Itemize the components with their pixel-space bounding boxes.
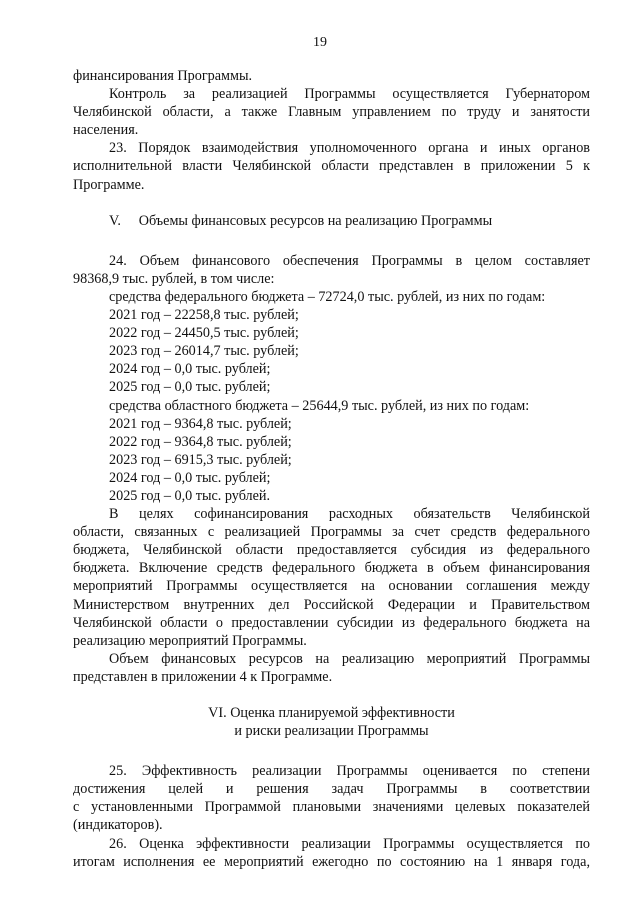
text-line: средства федерального бюджета – 72724,0 тыс. рублей, из них по годам: xyxy=(109,288,546,305)
list-item: 2025 год – 0,0 тыс. рублей. xyxy=(109,487,271,504)
text-line: Министерством внутренних дел Российской Федерации и Правительством xyxy=(73,596,590,613)
text-line: 25. Эффективность реализации Программы оценивается по степени xyxy=(109,763,590,780)
list-item: 2021 год – 9364,8 тыс. рублей; xyxy=(109,415,292,432)
text-line: Контроль за реализацией Программы осуществляется Губернатором xyxy=(109,86,590,103)
list-item: 2024 год – 0,0 тыс. рублей; xyxy=(109,361,271,378)
list-item: 2023 год – 6915,3 тыс. рублей; xyxy=(109,451,292,468)
text-line: 23. Порядок взаимодействия уполномоченного органа и иных органов xyxy=(109,140,590,157)
text-line: мероприятий Программы осуществляется на основании соглашения между xyxy=(73,578,590,595)
list-item: 2021 год – 22258,8 тыс. рублей; xyxy=(109,307,299,324)
text-line: 24. Объем финансового обеспечения Программы в целом составляет xyxy=(109,252,590,269)
text-line: Челябинской области о предоставлении субсидии из федерального бюджета на xyxy=(73,614,590,631)
text-line: исполнительной власти Челябинской области представлен в приложении 5 к xyxy=(73,158,590,175)
list-item: 2025 год – 0,0 тыс. рублей; xyxy=(109,379,271,396)
list-item: 2022 год – 9364,8 тыс. рублей; xyxy=(109,433,292,450)
text-line: 26. Оценка эффективности реализации Программы осуществляется по xyxy=(109,835,590,852)
text-line: с установленными Программой плановыми значениями целевых показателей xyxy=(73,799,590,816)
text-line: финансирования Программы. xyxy=(73,68,253,84)
text-line: бюджета, Челябинской области предоставляется субсидия из федерального xyxy=(73,542,590,559)
list-item: 2023 год – 26014,7 тыс. рублей; xyxy=(109,343,299,360)
section-heading: и риски реализации Программы xyxy=(234,723,429,740)
text-line: реализацию мероприятий Программы. xyxy=(73,632,307,649)
text-line: итогам исполнения ее мероприятий ежегодно по состоянию на 1 января года, xyxy=(73,853,590,870)
text-line: области, связанных с реализацией Программы за счет средств федерального xyxy=(73,524,590,541)
text-line: Объем финансовых ресурсов на реализацию мероприятий Программы xyxy=(109,650,590,667)
text-line: средства областного бюджета – 25644,9 тыс. рублей, из них по годам: xyxy=(109,397,530,414)
text-line: Программе. xyxy=(73,176,145,193)
document-body xyxy=(73,67,590,871)
text-line: Челябинской области, а также Главным управлением по труду и занятости xyxy=(73,104,590,121)
text-line: достижения целей и решения задач Программы в соответствии xyxy=(73,781,590,798)
text-line: бюджета. Включение средств федерального бюджета в объем финансирования xyxy=(73,560,590,577)
section-heading: V. Объемы финансовых ресурсов на реализацию Программы xyxy=(109,212,493,229)
text-line: 98368,9 тыс. рублей, в том числе: xyxy=(73,270,275,287)
text-line: В целях софинансирования расходных обязательств Челябинской xyxy=(109,506,590,523)
list-item: 2022 год – 24450,5 тыс. рублей; xyxy=(109,325,299,342)
section-heading: VI. Оценка планируемой эффективности xyxy=(208,705,455,721)
page-number: 19 xyxy=(313,35,327,50)
list-item: 2024 год – 0,0 тыс. рублей; xyxy=(109,469,271,486)
text-line: (индикаторов). xyxy=(73,817,163,834)
text-line: населения. xyxy=(73,122,139,139)
text-line: представлен в приложении 4 к Программе. xyxy=(73,668,333,685)
